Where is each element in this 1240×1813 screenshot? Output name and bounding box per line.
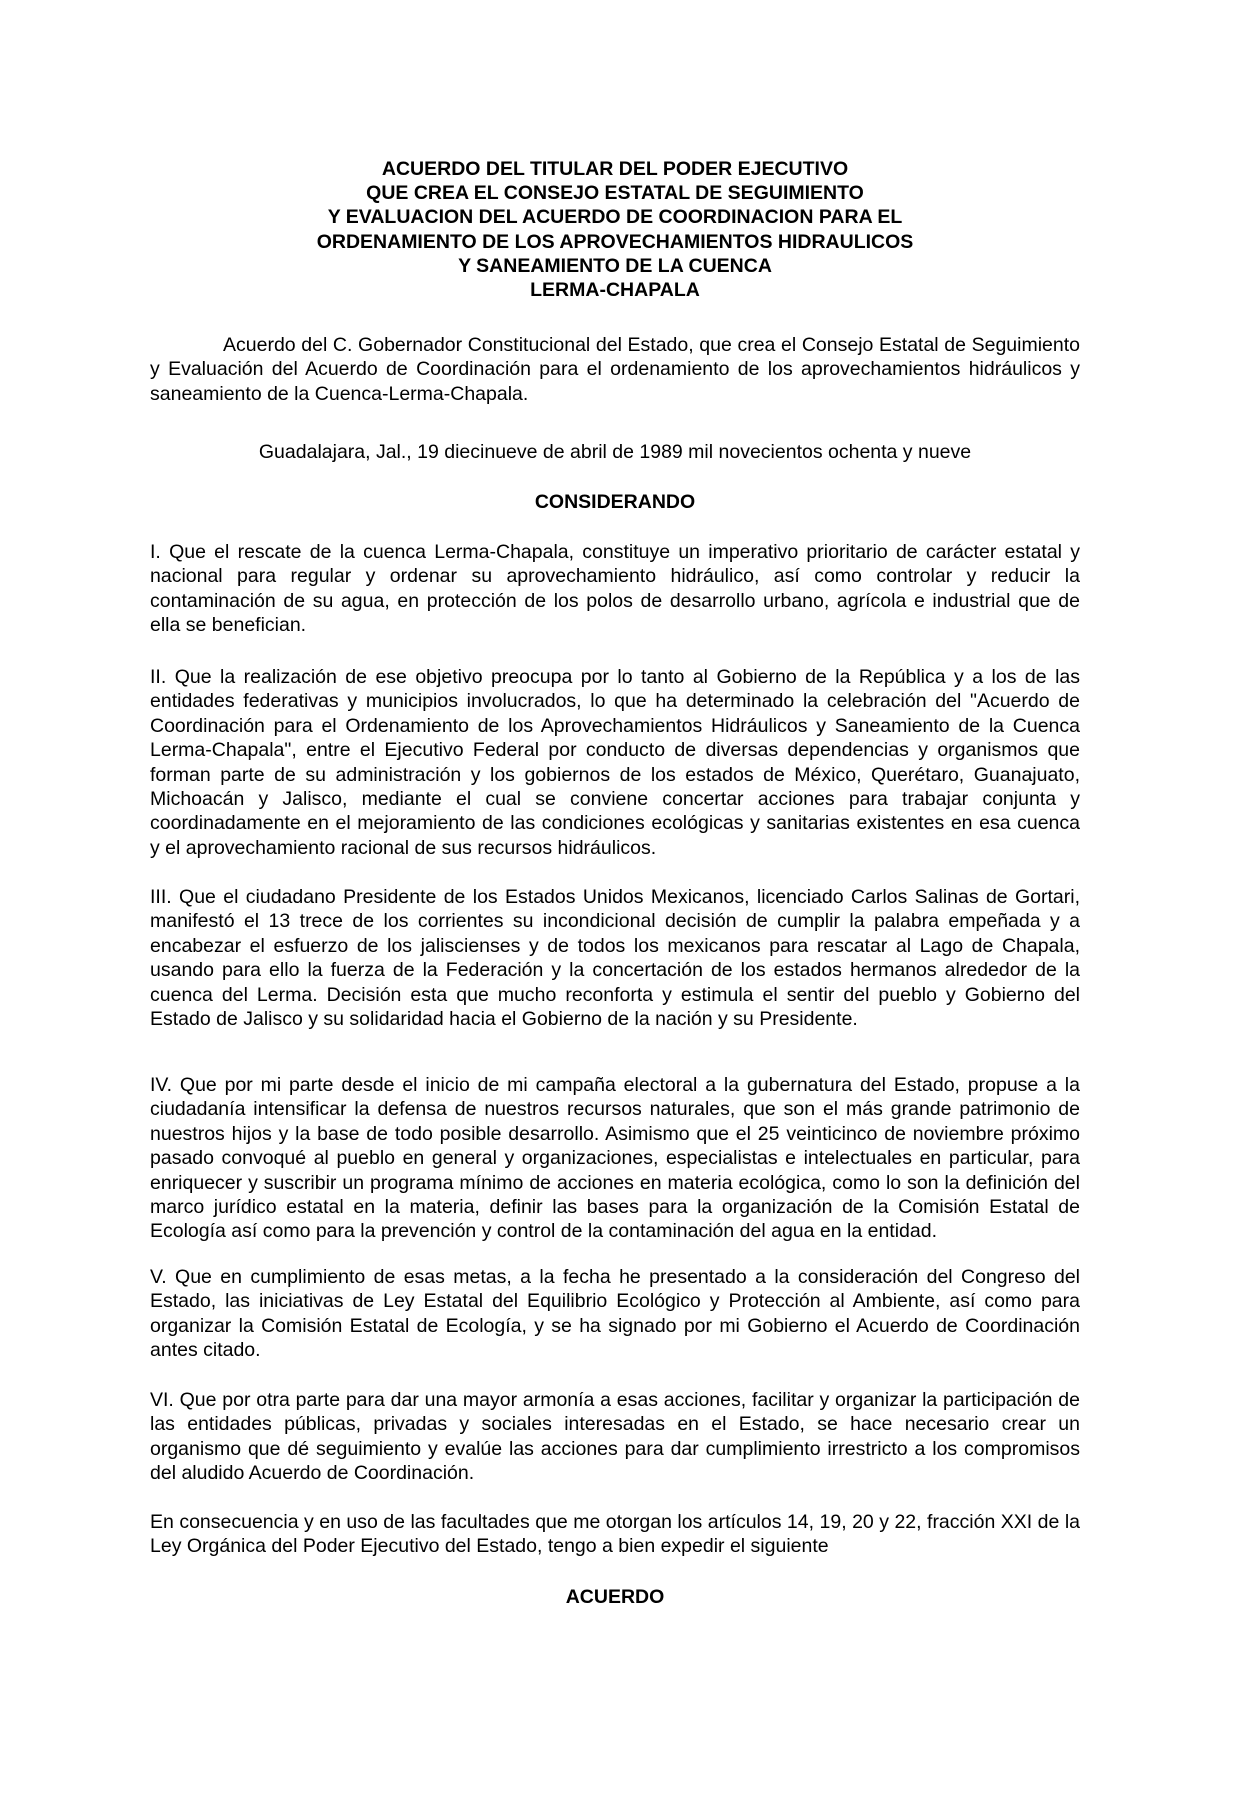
title-line: Y EVALUACION DEL ACUERDO DE COORDINACION PARA EL (327, 206, 903, 229)
considerando-heading: CONSIDERANDO (534, 491, 696, 513)
paragraph-v: V. Que en cumplimiento de esas metas, a la fecha he presentado a la consideración del Congreso del Estado, las iniciativas de Ley Estatal del Equilibrio Ecológico y Protección al Ambiente, así como para organizar la Comisión Estatal de Ecología, y se ha signado por mi Gobierno el Acuerdo de Coordinación antes citado. (150, 1266, 1080, 1362)
paragraph-iii: III. Que el ciudadano Presidente de los Estados Unidos Mexicanos, licenciado Carlos Salinas de Gortari, manifestó el 13 trece de los corrientes su incondicional decisión de cumplir la palabra empeñada y a encabezar el esfuerzo de los jaliscienses y de todos los mexicanos para rescatar al Lago de Chapala, usando para ello la fuerza de la Federación y la concertación de los estados hermanos alrededor de la cuenca del Lerma. Decisión esta que mucho reconforta y estimula el sentir del pueblo y Gobierno del Estado de Jalisco y su solidaridad hacia el Gobierno de la nación y su Presidente. (150, 886, 1080, 1031)
document-title (150, 157, 1080, 302)
title-line: QUE CREA EL CONSEJO ESTATAL DE SEGUIMIENTO (366, 182, 864, 205)
title-line: LERMA-CHAPALA (530, 279, 700, 302)
intro-paragraph: Acuerdo del C. Gobernador Constitucional del Estado, que crea el Consejo Estatal de Seguimiento y Evaluación del Acuerdo de Coordinación para el ordenamiento de los aprovechamientos hidráulicos y saneamiento de la Cuenca-Lerma-Chapala. (150, 334, 1080, 405)
title-line: ACUERDO DEL TITULAR DEL PODER EJECUTIVO (381, 158, 849, 180)
paragraph-iv: IV. Que por mi parte desde el inicio de mi campaña electoral a la gubernatura del Estado, propuse a la ciudadanía intensificar la defensa de nuestros recursos naturales, que son el más grande patrimonio de nuestros hijos y la base de todo posible desarrollo. Asimismo que el 25 veinticinco de noviembre próximo pasado convoqué al pueblo en general y organizaciones, especialistas e intelectuales en particular, para enriquecer y suscribir un programa mínimo de acciones en materia ecológica, como lo son la definición del marco jurídico estatal en la materia, definir las bases para la organización de la Comisión Estatal de Ecología así como para la prevención y control de la contaminación del agua en la entidad. (150, 1074, 1080, 1243)
paragraph-consecuencia: En consecuencia y en uso de las facultades que me otorgan los artículos 14, 19, 20 y 22, fracción XXI de la Ley Orgánica del Poder Ejecutivo del Estado, tengo a bien expedir el siguiente (150, 1511, 1080, 1558)
place-date: Guadalajara, Jal., 19 diecinueve de abril de 1989 mil novecientos ochenta y nueve (258, 441, 972, 463)
paragraph-i: I. Que el rescate de la cuenca Lerma-Chapala, constituye un imperativo prioritario de carácter estatal y nacional para regular y ordenar su aprovechamiento hidráulico, así como controlar y reducir la contaminación de su agua, en protección de los polos de desarrollo urbano, agrícola e industrial que de ella se benefician. (150, 541, 1080, 637)
title-line: Y SANEAMIENTO DE LA CUENCA (458, 254, 772, 277)
paragraph-vi: VI. Que por otra parte para dar una mayor armonía a esas acciones, facilitar y organizar la participación de las entidades públicas, privadas y sociales interesadas en el Estado, se hace necesario crear un organismo que dé seguimiento y evalúe las acciones para dar cumplimiento irrestricto a los compromisos del aludido Acuerdo de Coordinación. (150, 1389, 1080, 1485)
paragraph-ii: II. Que la realización de ese objetivo preocupa por lo tanto al Gobierno de la República y a los de las entidades federativas y municipios involucrados, lo que ha determinado la celebración del "Acuerdo de Coordinación para el Ordenamiento de los Aprovechamientos Hidráulicos y Saneamiento de la Cuenca Lerma-Chapala", entre el Ejecutivo Federal por conducto de diversas dependencias y organismos que forman parte de su administración y los gobiernos de los estados de México, Querétaro, Guanajuato, Michoacán y Jalisco, mediante el cual se conviene concertar acciones para trabajar conjunta y coordinadamente en el mejoramiento de las condiciones ecológicas y sanitarias existentes en esa cuenca y el aprovechamiento racional de sus recursos hidráulicos. (150, 666, 1080, 859)
acuerdo-heading: ACUERDO (565, 1586, 665, 1608)
title-line: ORDENAMIENTO DE LOS APROVECHAMIENTOS HIDRAULICOS (316, 230, 914, 253)
